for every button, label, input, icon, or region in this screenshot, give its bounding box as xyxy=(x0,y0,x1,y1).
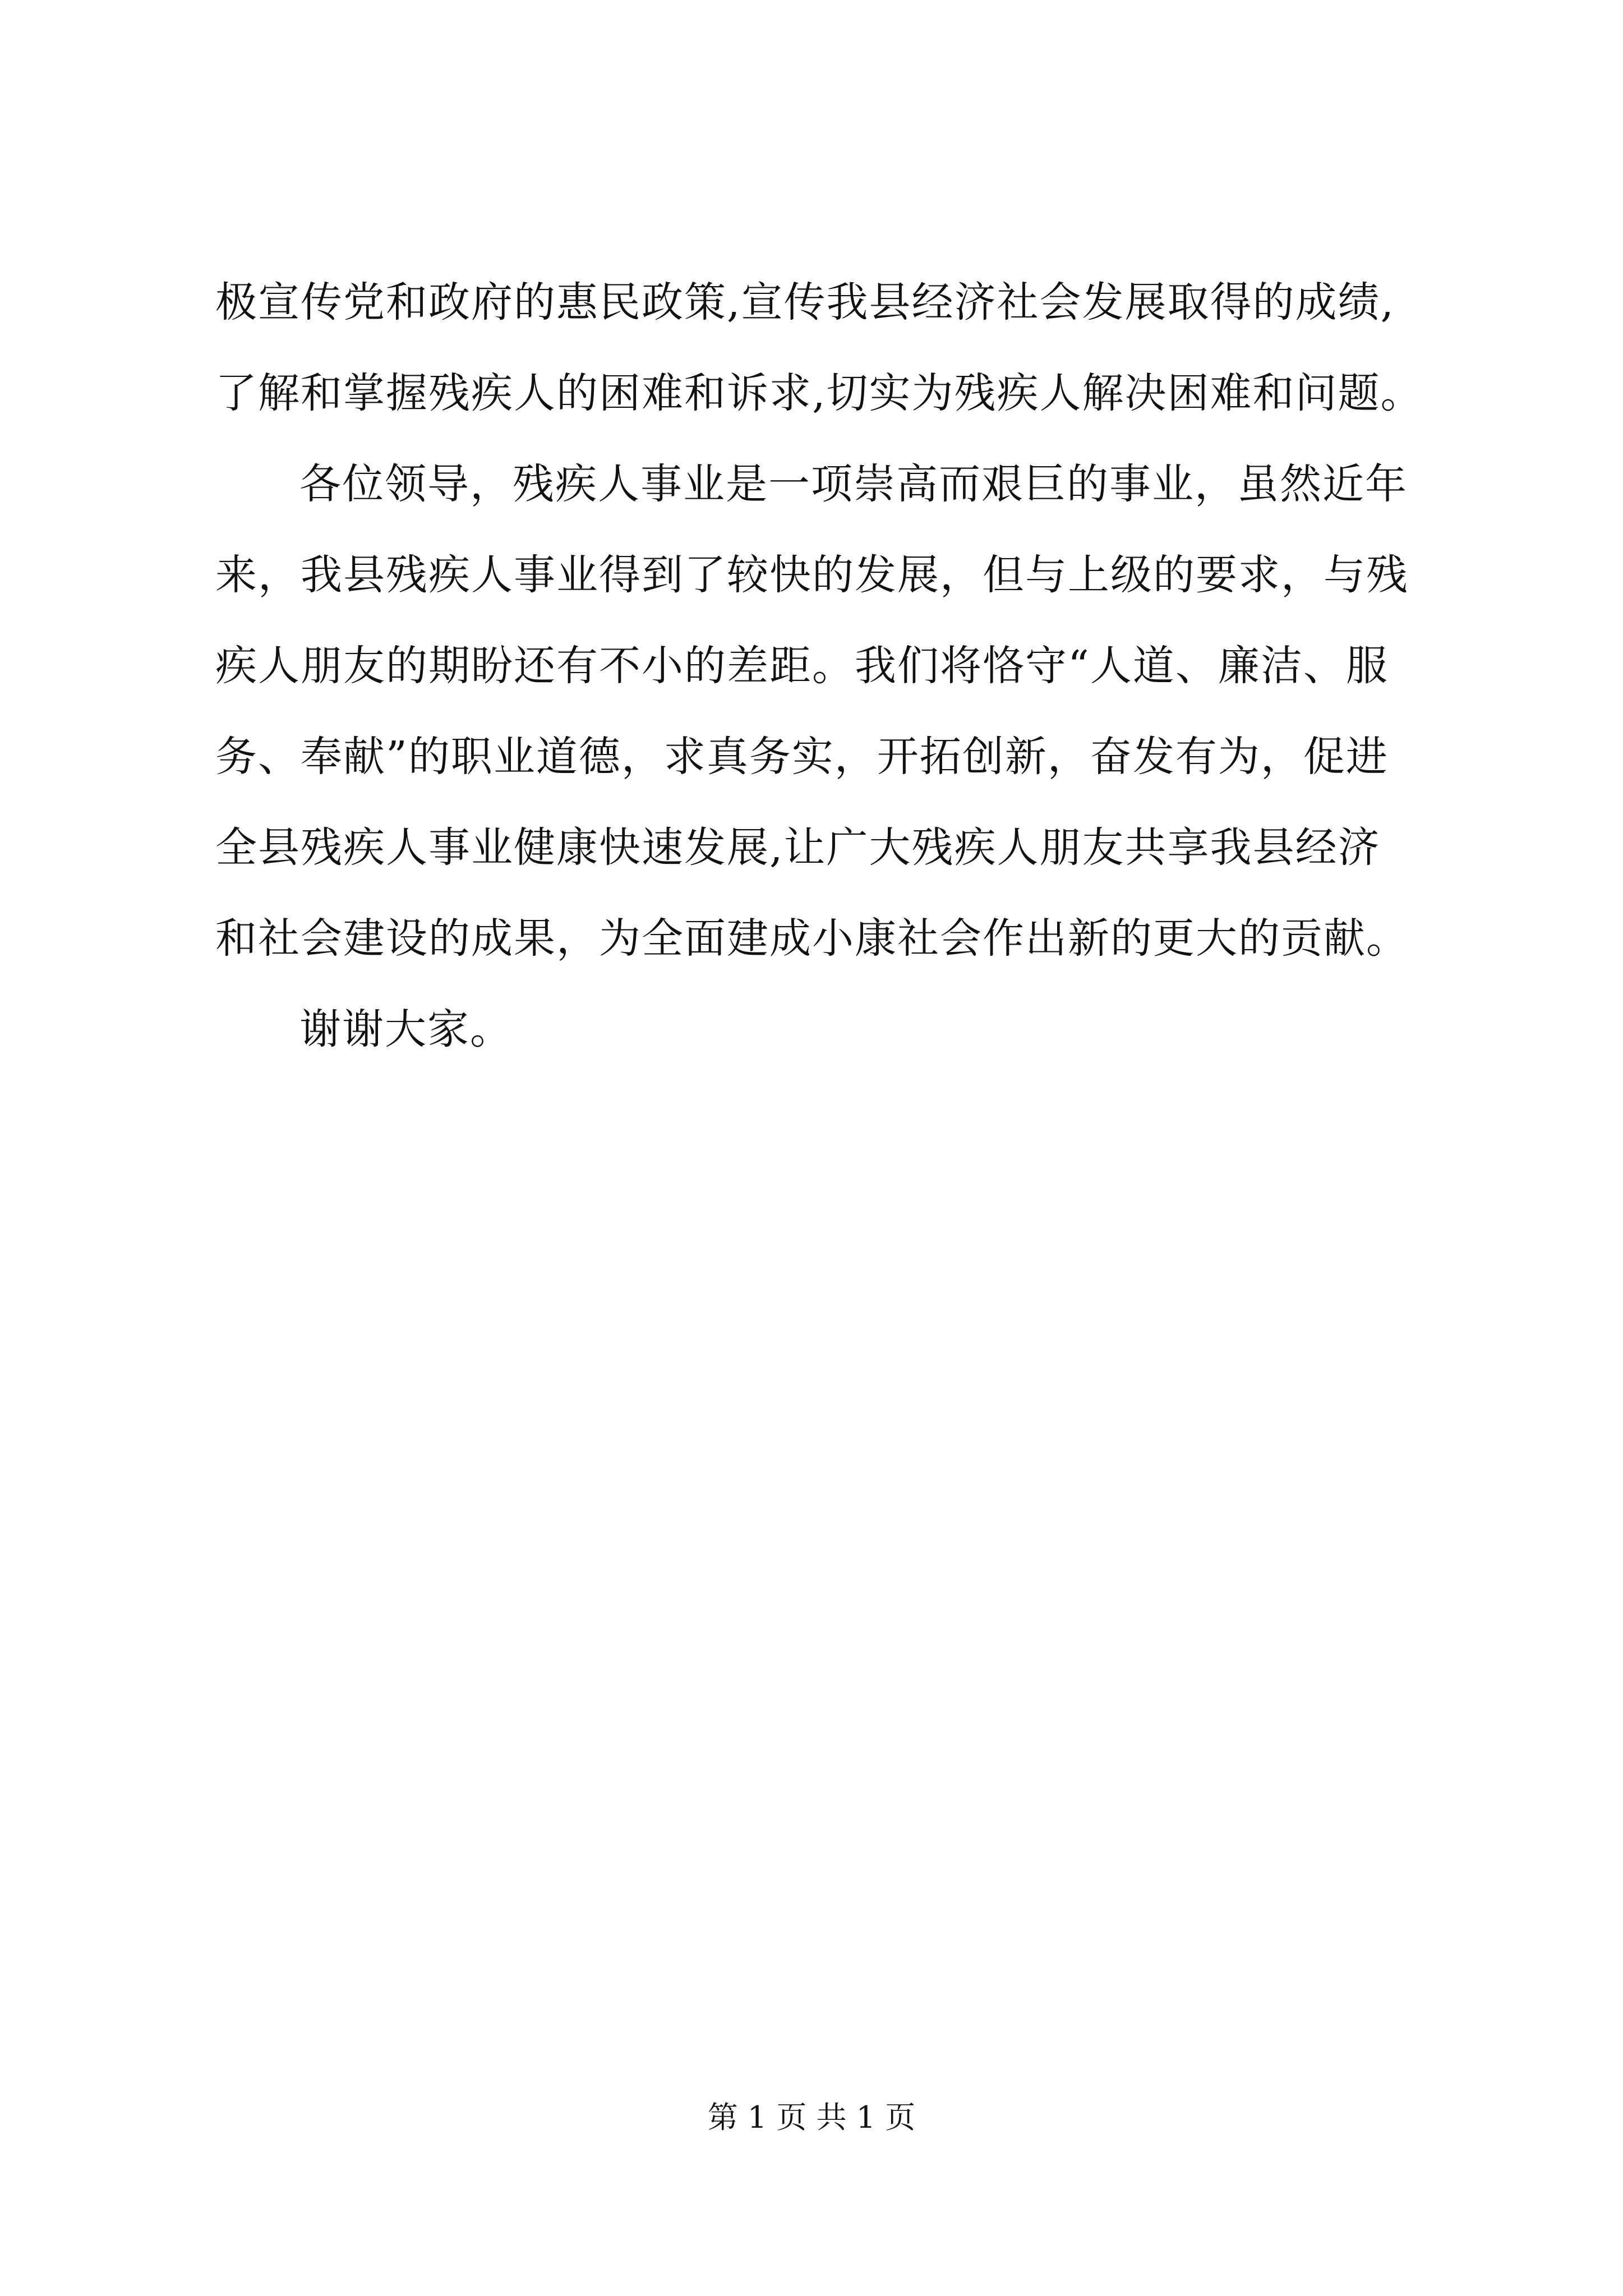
body-text xyxy=(215,257,1427,1075)
paragraph-start-line: 各位领导，残疾人事业是一项崇高而艰巨的事业，虽然近年 xyxy=(299,460,1408,508)
text-line: 全县残疾人事业健康快速发展,让广大残疾人朋友共享我县经济 xyxy=(215,823,1381,872)
text-line: 来，我县残疾人事业得到了较快的发展，但与上级的要求，与残 xyxy=(215,551,1409,599)
text-line: 疾人朋友的期盼还有不小的差距。我们将恪守“人道、廉洁、服 xyxy=(215,642,1389,690)
text-line: 务、奉献”的职业道德，求真务实，开拓创新，奋发有为，促进 xyxy=(215,733,1389,781)
text-line: 极宣传党和政府的惠民政策,宣传我县经济社会发展取得的成绩, xyxy=(215,278,1395,326)
text-line: 了解和掌握残疾人的困难和诉求,切实为残疾人解决困难和问题。 xyxy=(215,369,1423,417)
text-line: 和社会建设的成果，为全面建成小康社会作出新的更大的贡献。 xyxy=(215,914,1409,963)
page-footer: 第 1 页 共 1 页 xyxy=(707,2100,916,2135)
closing-line: 谢谢大家。 xyxy=(299,1005,513,1053)
